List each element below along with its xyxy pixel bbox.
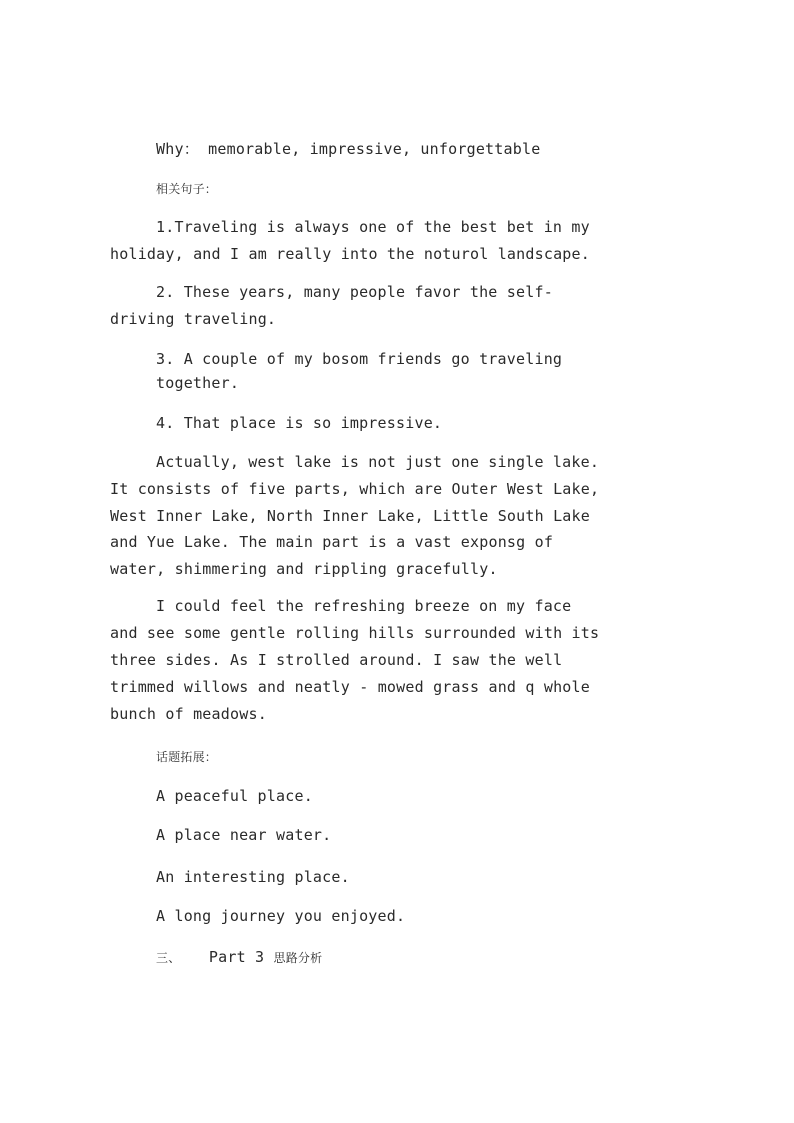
related-sentences-heading: 相关句子： [156, 182, 218, 196]
paragraph-2-line-3: three sides. As I strolled around. I saw the well [110, 651, 563, 669]
topic-item-2: A place near water. [156, 826, 332, 844]
part-3-label: Part 3 [208, 948, 265, 966]
sentence-3-line-1: 3. A couple of my bosom friends go traveling [156, 350, 563, 368]
paragraph-2-line-2: and see some gentle rolling hills surrounded with its [110, 624, 600, 642]
part-3-title: 思路分析 [273, 951, 323, 965]
paragraph-1-line-3: West Inner Lake, North Inner Lake, Little South Lake [110, 507, 590, 525]
paragraph-2-line-4: trimmed willows and neatly - mowed grass and q whole [110, 678, 590, 696]
sentence-3-line-2: together. [156, 374, 240, 392]
sentence-2-line-2: driving traveling. [110, 310, 277, 328]
sentence-2-line-1: 2. These years, many people favor the self- [156, 283, 553, 301]
paragraph-1-line-2: It consists of five parts, which are Outer West Lake, [110, 480, 600, 498]
topic-item-3: An interesting place. [156, 868, 350, 886]
paragraph-1-line-4: and Yue Lake. The main part is a vast exponsg of [110, 533, 554, 551]
why-line: Why： memorable, impressive, unforgettable [156, 140, 541, 158]
paragraph-1-line-1: Actually, west lake is not just one single lake. [156, 453, 600, 471]
paragraph-1-line-5: water, shimmering and rippling gracefully. [110, 560, 498, 578]
sentence-1-line-2: holiday, and I am really into the noturol landscape. [110, 245, 590, 263]
sentence-4: 4. That place is so impressive. [156, 414, 443, 432]
sentence-1-line-1: 1.Traveling is always one of the best bet in my [156, 218, 590, 236]
topic-item-4: A long journey you enjoyed. [156, 907, 406, 925]
paragraph-2-line-1: I could feel the refreshing breeze on my face [156, 597, 572, 615]
topic-item-1: A peaceful place. [156, 787, 313, 805]
part-3-number: 三、 [156, 951, 181, 965]
topic-extension-heading: 话题拓展： [156, 750, 218, 764]
part-3-heading [156, 948, 322, 967]
paragraph-2-line-5: bunch of meadows. [110, 705, 267, 723]
